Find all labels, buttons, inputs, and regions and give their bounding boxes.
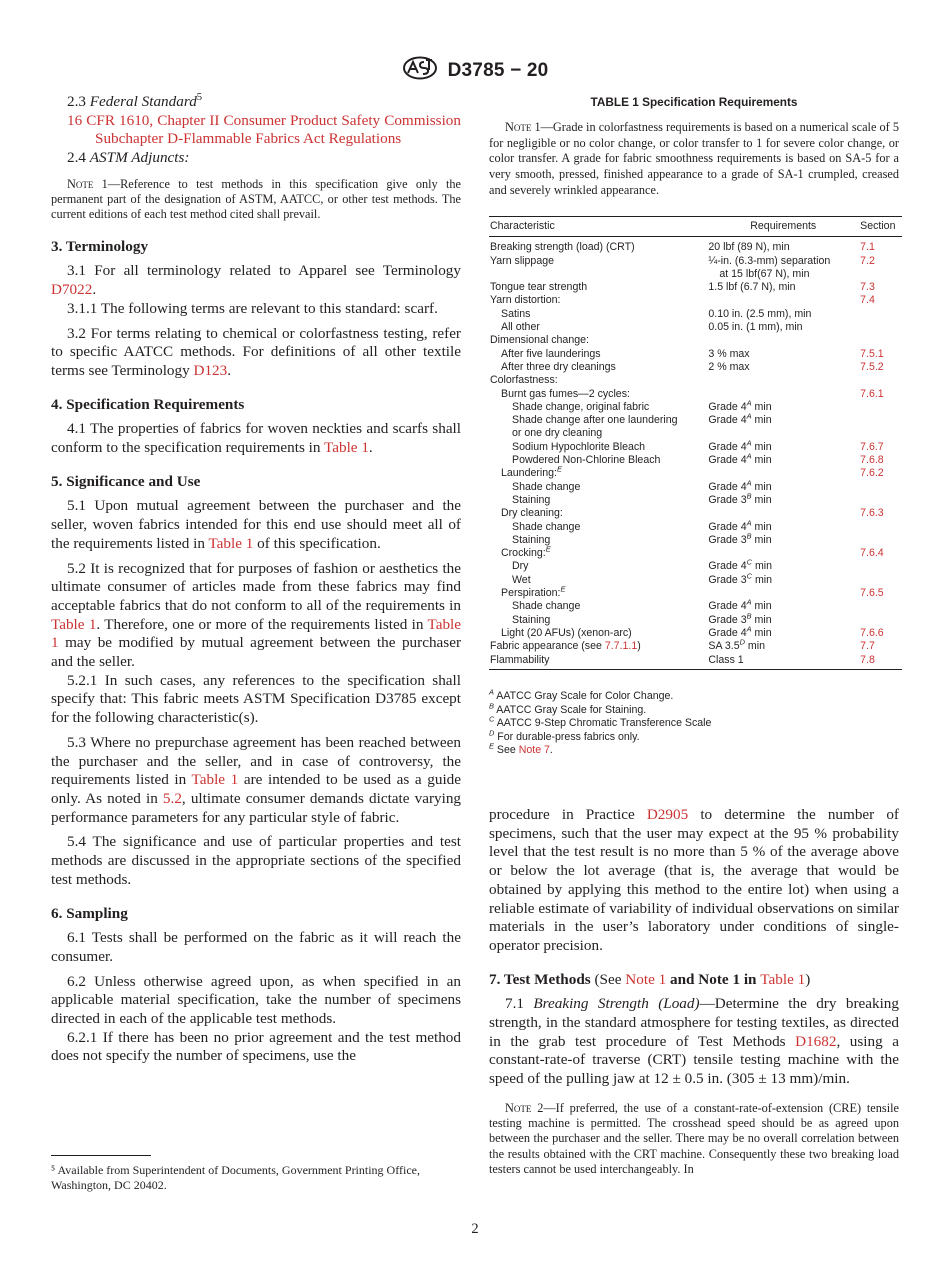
cell-characteristic: All other <box>501 321 540 334</box>
table-row <box>489 507 902 520</box>
table-row <box>489 547 902 560</box>
heading-terminology: 3. Terminology <box>51 237 149 255</box>
cell-section[interactable]: 7.3 <box>860 281 875 294</box>
cell-requirement <box>707 374 859 387</box>
cell-requirement: Grade $4^A$ min <box>708 478 772 493</box>
cell-requirement <box>707 334 859 347</box>
table-row <box>489 494 902 507</box>
link-d2905[interactable]: D2905 <box>646 806 689 823</box>
cell-section[interactable]: 7.2 <box>860 254 875 267</box>
cell-requirement <box>707 388 859 401</box>
cell-section[interactable]: 7.6.8 <box>860 454 884 467</box>
cell-requirement: Grade $4^A$ min <box>708 624 772 639</box>
cell-characteristic: Flammability <box>489 654 707 670</box>
cell-characteristic: Shade change, original fabric <box>512 400 650 413</box>
link-5-2[interactable]: 5.2 <box>162 789 182 807</box>
cell-requirement: Grade $4^A$ min <box>708 438 772 453</box>
cell-section[interactable]: 7.6.7 <box>860 440 884 453</box>
para-7-1: 7.1 Breaking Strength (Load)—Determine the dry breaking strength, in the standard atmosphere for testing textiles, as directed in the grab test procedure of Test Methods D1682, using a constant-rate-of traverse (CRT) tensile testing machine with the speed of the pulling jaw at 12 ± 0.5 in. (305 ± 13 mm)/min. <box>489 995 900 1088</box>
cell-section <box>859 600 902 613</box>
table-row <box>489 627 902 640</box>
table-row <box>489 401 902 414</box>
cell-requirement: 3 % max <box>708 347 750 360</box>
heading-significance: 5. Significance and Use <box>51 472 201 490</box>
cell-section <box>859 534 902 547</box>
cell-characteristic: Dry cleaning: <box>501 507 563 520</box>
table-row <box>489 521 902 534</box>
cell-characteristic: Light (20 AFUs) (xenon-arc) <box>501 626 632 639</box>
cell-section[interactable]: 7.5.1 <box>860 347 884 360</box>
cell-section <box>859 334 902 347</box>
cell-characteristic: Sodium Hypochlorite Bleach <box>512 440 646 453</box>
table-footnote: $^E$ See Note 7. <box>489 741 553 757</box>
cell-characteristic: Shade change <box>512 480 581 493</box>
link-note-7[interactable]: Note 7 <box>518 744 550 757</box>
table-row <box>489 321 902 334</box>
cell-characteristic: Staining <box>512 493 551 506</box>
table-row <box>489 614 902 627</box>
cell-section[interactable]: 7.5.2 <box>860 360 884 373</box>
cell-requirement: Grade $4^A$ min <box>708 411 772 427</box>
cell-characteristic: Burnt gas fumes—2 cycles: <box>501 387 630 400</box>
cell-characteristic: Yarn slippage <box>490 254 554 267</box>
table-row <box>489 374 902 387</box>
table-footnotes <box>489 687 899 758</box>
cell-characteristic: Staining <box>512 533 551 546</box>
table-row <box>489 294 902 307</box>
cell-section <box>859 614 902 627</box>
cell-characteristic: Powdered Non-Chlorine Bleach <box>512 454 661 467</box>
cell-requirement <box>707 427 859 440</box>
table-row <box>489 348 902 361</box>
para-6-1: 6.1 Tests shall be performed on the fabric as it will reach the consumer. <box>51 929 461 965</box>
cell-section[interactable]: 7.8 <box>859 654 902 670</box>
table-row <box>489 640 902 653</box>
cell-characteristic: Colorfastness: <box>490 374 558 387</box>
link-d123[interactable]: D123 <box>193 361 228 379</box>
table-row <box>489 237 902 255</box>
para-5-2-1: 5.2.1 In such cases, any references to the specification shall specify that: This fabric meets ASTM Specification D3785 except for the following characteristic(s). <box>51 671 461 727</box>
link-d7022[interactable]: D7022 <box>51 281 93 299</box>
cell-requirement: Grade $4^A$ min <box>708 518 772 533</box>
table-row <box>489 600 902 613</box>
page-number: 2 <box>471 1221 479 1237</box>
heading-specification: 4. Specification Requirements <box>51 395 245 413</box>
link-table-1[interactable]: Table 1 <box>208 534 254 552</box>
table-footnote: $^C$ AATCC 9-Step Chromatic Transference Scale <box>489 714 712 730</box>
cell-characteristic: Shade change <box>512 520 581 533</box>
table-row <box>489 388 902 401</box>
specification-table <box>489 216 902 670</box>
table-note: Note 1—Grade in colorfastness requirements is based on a numerical scale of 5 for negligible or no color change, or color transfer to 1 for severe color change, or color transfer. A grade for fabric smoothness requirements is based on SA-5 for a very smooth, pressed, finished appearance to a grade of SA-1 crumpled, creased and severely wrinkled appearance. <box>489 120 899 197</box>
table-row <box>489 481 902 494</box>
para-5-2: 5.2 It is recognized that for purposes of fashion or aesthetics the ultimate consumer of articles made from these fabrics may find acceptable fabrics that do not conform to all of the requirements in Table 1. Therefore, one or more of the requirements listed in Table 1 may be modified by mutual agreement between the purchaser and the seller. <box>51 559 461 671</box>
cell-characteristic: Shade change <box>512 600 581 613</box>
table-footnote: $^A$ AATCC Gray Scale for Color Change. <box>489 687 674 702</box>
link-table-1[interactable]: Table 1 <box>324 439 369 457</box>
cell-characteristic <box>489 268 707 281</box>
cell-section <box>859 321 902 334</box>
cell-characteristic: Dimensional change: <box>490 334 589 347</box>
cell-section[interactable]: 7.6.6 <box>860 626 884 639</box>
cell-requirement <box>707 547 859 560</box>
cell-characteristic: Wet <box>512 573 531 586</box>
cell-section <box>859 427 902 440</box>
cell-requirement <box>707 587 859 600</box>
cell-requirement: ¼-in. (6.3-mm) separation <box>708 254 831 267</box>
para-3-1-1: 3.1.1 The following terms are relevant to this standard: scarf. <box>67 299 438 317</box>
col-header-section: Section <box>859 217 902 237</box>
cell-requirement: Grade $3^B$ min <box>708 491 772 506</box>
cell-requirement: 0.10 in. (2.5 mm), min <box>708 307 812 320</box>
astm-logo-icon <box>402 56 438 85</box>
table-row <box>489 308 902 321</box>
page-header <box>0 56 950 85</box>
cell-section <box>859 494 902 507</box>
cell-characteristic: Staining <box>512 613 551 626</box>
cell-characteristic: Satins <box>501 307 531 320</box>
designation: D3785 − 20 <box>447 59 549 81</box>
heading-test-methods: 7. Test Methods (See Note 1 and Note 1 in Table 1) <box>489 970 811 988</box>
link-table-1[interactable]: Table 1 <box>51 615 461 652</box>
table-footnote: $^B$ AATCC Gray Scale for Staining. <box>489 701 647 716</box>
cell-requirement: Grade $4^A$ min <box>708 597 772 613</box>
cell-requirement: Grade $4^A$ min <box>708 398 772 413</box>
col-header-requirements: Requirements <box>707 217 859 237</box>
cell-section[interactable]: 7.6.4 <box>860 547 884 560</box>
cell-requirement: Grade $3^B$ min <box>708 611 772 626</box>
table-row <box>489 414 902 427</box>
para-5-4: 5.4 The significance and use of particular properties and test methods are discussed in the appropriate sections of the specified test methods. <box>51 833 461 888</box>
link-table-1[interactable]: Table 1 <box>51 615 97 633</box>
para-3-2: 3.2 For terms relating to chemical or colorfastness testing, refer to specific AATCC methods. For definitions of all other textile terms see Terminology D123. <box>51 324 461 379</box>
para-6-2: 6.2 Unless otherwise agreed upon, as when specified in an applicable material specification, take the number of specimens directed in each of the applicable test methods. <box>51 972 461 1028</box>
cell-section <box>859 574 902 587</box>
cell-requirement <box>707 507 859 520</box>
cell-requirement: Grade $4^C$ min <box>708 557 773 573</box>
cell-characteristic: Breaking strength (load) (CRT) <box>490 241 635 254</box>
left-column <box>51 93 461 1066</box>
para-6-2-1: 6.2.1 If there has been no prior agreement and the test method does not specify the number of specimens, use the <box>51 1028 461 1065</box>
cell-section <box>859 374 902 387</box>
table-row <box>489 268 902 281</box>
cell-characteristic: Fabric appearance (see 7.7.1.1) <box>490 640 641 653</box>
cell-requirement <box>707 294 859 307</box>
table-footnote: $^D$ For durable-press fabrics only. <box>489 728 640 743</box>
cell-section <box>859 401 902 414</box>
link-table-1[interactable]: Table 1 <box>191 771 239 789</box>
right-column <box>489 806 899 1177</box>
cell-requirement: 1.5 lbf (6.7 N), min <box>708 281 796 294</box>
cell-requirement: 0.05 in. (1 mm), min <box>708 321 803 334</box>
cell-requirement <box>707 467 859 480</box>
footnote-rule <box>51 1155 151 1156</box>
cfr-reference[interactable]: 16 CFR 1610, Chapter II Consumer Product Safety Commission Subchapter D-Flammable Fabrics Act Regulations <box>67 111 461 148</box>
footnote-5: ⁵ Available from Superintendent of Documents, Government Printing Office, Washington, DC 20402. <box>51 1163 420 1192</box>
table-row <box>489 441 902 454</box>
para-4-1: 4.1 The properties of fabrics for woven neckties and scarfs shall conform to the specification requirements in Table 1. <box>51 420 461 457</box>
cell-section[interactable]: 7.4 <box>860 294 875 307</box>
cell-section <box>859 560 902 573</box>
col-header-characteristic: Characteristic <box>489 217 707 237</box>
cell-characteristic: Laundering:$^E$ <box>501 464 562 480</box>
cell-section[interactable]: 7.6.2 <box>860 467 884 480</box>
link-table-1[interactable]: Table 1 <box>760 970 806 988</box>
table-row <box>489 467 902 480</box>
cell-section[interactable]: 7.6.5 <box>860 587 884 600</box>
table-row <box>489 560 902 573</box>
cell-characteristic: Yarn distortion: <box>490 294 561 307</box>
cell-characteristic: Shade change after one laundering <box>512 414 678 427</box>
cell-requirement: Grade $3^C$ min <box>708 571 773 586</box>
table-row <box>489 281 902 294</box>
cell-characteristic: After three dry cleanings <box>501 360 616 373</box>
table-row <box>489 574 902 587</box>
table-row <box>489 427 902 440</box>
cell-requirement: 2 % max <box>708 360 750 373</box>
link-note-1[interactable]: Note 1 <box>625 970 667 988</box>
cell-characteristic: Crocking:$^E$ <box>501 544 551 560</box>
cell-characteristic: Tongue tear strength <box>490 281 588 294</box>
cell-characteristic: Perspiration:$^E$ <box>501 584 566 600</box>
cell-section[interactable]: 7.7 <box>860 640 875 653</box>
cell-characteristic: After five launderings <box>501 347 601 360</box>
table-header-row <box>489 217 902 237</box>
para-3-1: 3.1 For all terminology related to Apparel see Terminology D7022. <box>51 262 461 299</box>
cell-section <box>859 268 902 281</box>
cell-requirement: at 15 lbf(67 N), min <box>719 267 810 280</box>
cell-characteristic: or one dry cleaning <box>512 427 603 440</box>
table-row <box>489 361 902 374</box>
table-row <box>489 454 902 467</box>
section-2-4: 2.4 ASTM Adjuncts: <box>67 149 190 167</box>
cell-section[interactable]: 7.6.3 <box>860 507 884 520</box>
section-2-3: 2.3 Federal Standard$^5$ <box>67 91 203 110</box>
table-row <box>489 334 902 347</box>
link-d1682[interactable]: D1682 <box>795 1032 837 1050</box>
para-6-2-1-cont: procedure in Practice D2905 to determine the number of specimens, such that the user may expect at the 95 % probability level that the test result is no more than 5 % of the average above or below the lot average (that is, the average that would be obtained by applying this method to the entire lot) when using a reliable estimate of variability of individual observations on similar materials in the user’s laboratory under conditions of single-operator precision. <box>489 806 899 954</box>
table-caption: TABLE 1 Specification Requirements <box>590 95 798 109</box>
table-row <box>489 587 902 600</box>
cell-section <box>859 481 902 494</box>
heading-sampling: 6. Sampling <box>51 904 128 922</box>
cell-section[interactable]: 7.1 <box>860 241 875 254</box>
cell-section <box>859 308 902 321</box>
cell-section[interactable]: 7.6.1 <box>860 387 884 400</box>
cell-requirement: Grade $3^B$ min <box>708 531 772 546</box>
cell-requirement: SA $3.5^D$ min <box>708 637 765 653</box>
para-5-3: 5.3 Where no prepurchase agreement has been reached between the purchaser and the seller, and in case of controversy, the requirements listed in Table 1 are intended to be used as a guide only. As noted in 5.2, ultimate consumer demands dictate varying performance parameters for any particular style of fabric. <box>51 733 462 826</box>
cell-section <box>859 521 902 534</box>
para-5-1: 5.1 Upon mutual agreement between the purchaser and the seller, woven fabrics intended for this end use should meet all of the requirements listed in Table 1 of this specification. <box>51 497 461 552</box>
table-row <box>489 654 902 670</box>
cell-requirement: Class 1 <box>707 654 859 670</box>
link-section[interactable]: 7.7.1.1 <box>604 640 638 653</box>
cell-section <box>859 414 902 427</box>
note-1: Note 1—Reference to test methods in this specification give only the permanent part of the designation of ASTM, AATCC, or other test methods. The current editions of each test method cited shall prevail. <box>51 176 461 222</box>
cell-characteristic: Dry <box>512 560 529 573</box>
cell-requirement: 20 lbf (89 N), min <box>708 241 790 254</box>
note-2: Note 2—If preferred, the use of a constant-rate-of-extension (CRE) tensile testing machine is permitted. The crosshead speed should be as agreed upon between the purchaser and the seller. There may be no overall correlation between the results obtained with the CRT machine. Consequently these two breaking load testers cannot be used interchangeably. In <box>489 1100 899 1177</box>
table-row <box>489 255 902 268</box>
cell-requirement: Grade $4^A$ min <box>708 451 772 467</box>
